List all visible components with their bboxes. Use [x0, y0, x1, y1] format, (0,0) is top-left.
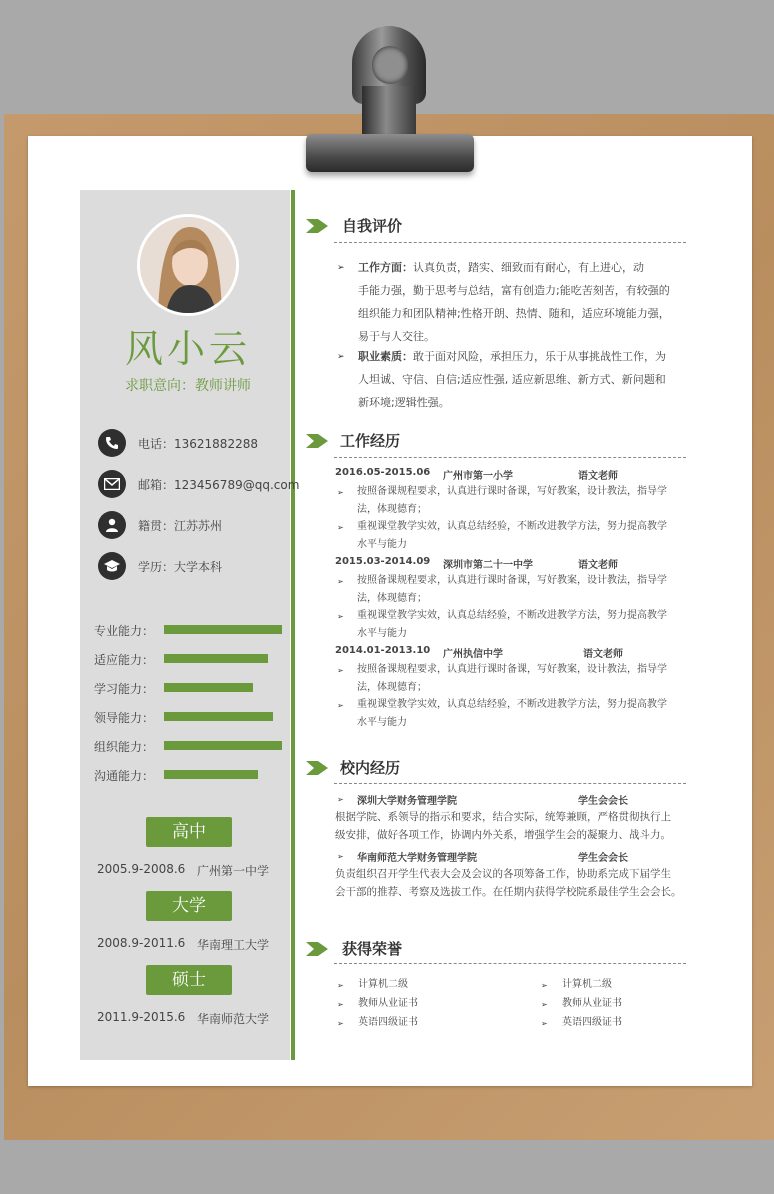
bullet-icon: ➢: [337, 352, 345, 362]
job-item-line: 按照备课规程要求，认真进行课时备课，写好教案，设计教法，指导学: [357, 664, 667, 675]
bullet-icon: ➢: [337, 666, 344, 675]
edu-badge-highschool: 高中: [146, 817, 232, 847]
binder-clip: [306, 134, 474, 172]
edu-period: 2011.9-2015.6: [97, 1010, 186, 1024]
campus-line: 级安排，做好各项工作，协调内外关系，增强学生会的凝聚力、战斗力。: [335, 829, 671, 841]
honor-item: 计算机二级: [562, 979, 612, 990]
job-org: 广州市第一小学: [443, 471, 513, 482]
bullet-icon: ➢: [337, 488, 344, 497]
contact-hometown: [98, 511, 222, 539]
job-item: [357, 696, 667, 732]
job-role: 语文老师: [578, 471, 618, 482]
bullet-icon: ➢: [337, 852, 344, 861]
edu-line: [97, 936, 270, 952]
degree-text: 学历：大学本科: [138, 559, 223, 574]
job-period: 2016.05-2015.06: [335, 467, 431, 478]
campus-role: 学生会会长: [578, 853, 628, 864]
skill-label: 学习能力：: [94, 682, 155, 696]
job-item-line: 重视课堂教学实效，认真总结经验，不断改进教学方法，努力提高教学: [357, 699, 667, 710]
self-eval-item: [358, 256, 688, 348]
campus-org: 深圳大学财务管理学院: [357, 796, 457, 807]
edu-line: [97, 862, 270, 878]
section-rule: [334, 457, 686, 458]
section-rule: [334, 783, 686, 784]
self-eval-item: [358, 345, 688, 414]
self-eval-label: 职业素质：: [358, 350, 413, 363]
skill-bar: [164, 712, 273, 721]
job-item-line: 法，体现德育；: [357, 682, 427, 693]
skill-label: 沟通能力：: [94, 769, 155, 783]
honor-item: 英语四级证书: [358, 1017, 418, 1028]
skill-bar: [164, 770, 258, 779]
job-item-line: 按照备课规程要求，认真进行课时备课，写好教案，设计教法，指导学: [357, 486, 667, 497]
mail-icon: [98, 470, 126, 498]
job-item: [357, 661, 667, 697]
edu-school: 华南理工大学: [197, 938, 270, 952]
bullet-icon: ➢: [337, 263, 345, 273]
edu-line: [97, 1010, 270, 1026]
job-intent: 求职意向：教师讲师: [125, 378, 251, 394]
honor-item: 教师从业证书: [562, 998, 622, 1009]
contact-phone: [98, 429, 258, 457]
campus-desc: [335, 865, 682, 901]
bullet-icon: ➢: [337, 1019, 344, 1028]
section-rule: [334, 242, 686, 243]
email-text: 邮箱：123456789@qq.com: [138, 477, 300, 492]
campus-org: 华南师范大学财务管理学院: [357, 853, 477, 864]
person-icon: [98, 511, 126, 539]
contact-email: [98, 470, 299, 498]
edu-badge-master: 硕士: [146, 965, 232, 995]
section-arrow-icon: [306, 761, 328, 775]
campus-line: 根据学院、系领导的指示和要求，结合实际，统筹兼顾，严格贯彻执行上: [335, 811, 671, 823]
job-item-line: 水平与能力: [357, 717, 407, 728]
phone-icon: [98, 429, 126, 457]
bullet-icon: ➢: [541, 981, 548, 990]
skill-label: 领导能力：: [94, 711, 155, 725]
skill-bar: [164, 625, 282, 634]
honor-item: 教师从业证书: [358, 998, 418, 1009]
job-item: [357, 572, 667, 608]
self-eval-line: 敢于面对风险，承担压力，乐于从事挑战性工作，为: [413, 350, 666, 363]
contact-degree: [98, 552, 222, 580]
self-eval-line: 手能力强，勤于思考与总结，富有创造力;能吃苦刻苦，有较强的: [358, 284, 670, 297]
job-item-line: 法，体现德育；: [357, 504, 427, 515]
edu-badge-university: 大学: [146, 891, 232, 921]
bullet-icon: ➢: [337, 981, 344, 990]
section-title: 获得荣誉: [342, 940, 403, 958]
section-campus: [306, 757, 400, 778]
graduation-cap-icon: [98, 552, 126, 580]
bullet-icon: ➢: [541, 1000, 548, 1009]
honor-item: 英语四级证书: [562, 1017, 622, 1028]
honor-item: 计算机二级: [358, 979, 408, 990]
skill-bar: [164, 683, 253, 692]
self-eval-label: 工作方面：: [358, 261, 413, 274]
job-period: 2015.03-2014.09: [335, 556, 431, 567]
skill-bar: [164, 741, 282, 750]
skill-label: 专业能力：: [94, 624, 155, 638]
edu-school: 广州第一中学: [197, 864, 270, 878]
job-item-line: 重视课堂教学实效，认真总结经验，不断改进教学方法，努力提高教学: [357, 610, 667, 621]
job-org: 深圳市第二十一中学: [443, 560, 533, 571]
skill-bar: [164, 654, 268, 663]
phone-text: 电话：13621882288: [138, 436, 258, 451]
campus-line: 会干部的推荐、考察及选拔工作。在任期内获得学校院系最佳学生会会长。: [335, 886, 682, 898]
edu-period: 2008.9-2011.6: [97, 936, 186, 950]
job-role: 语文老师: [583, 649, 623, 660]
edu-period: 2005.9-2008.6: [97, 862, 186, 876]
section-title: 校内经历: [340, 759, 401, 777]
self-eval-line: 易于与人交往。: [358, 330, 435, 343]
job-item-line: 法，体现德育；: [357, 593, 427, 604]
edu-school: 华南师范大学: [197, 1012, 270, 1026]
job-item: [357, 607, 667, 643]
job-item-line: 水平与能力: [357, 628, 407, 639]
bullet-icon: ➢: [337, 795, 344, 804]
campus-line: 负责组织召开学生代表大会及会议的各项筹备工作，协助系完成下届学生: [335, 868, 671, 880]
avatar: [137, 214, 239, 316]
skill-label: 组织能力：: [94, 740, 155, 754]
section-title: 自我评价: [342, 217, 403, 235]
bullet-icon: ➢: [337, 1000, 344, 1009]
job-period: 2014.01-2013.10: [335, 645, 431, 656]
self-eval-line: 组织能力和团队精神;性格开朗、热情、随和，适应环境能力强，: [358, 307, 670, 320]
bullet-icon: ➢: [337, 577, 344, 586]
section-arrow-icon: [306, 219, 328, 233]
section-title: 工作经历: [340, 432, 401, 450]
section-rule: [334, 963, 686, 964]
self-eval-line: 人坦诚、守信、自信;适应性强, 适应新思维、新方式、新问题和: [358, 373, 666, 386]
campus-desc: [335, 808, 671, 844]
section-honors: [306, 938, 402, 959]
section-self-eval: [306, 215, 402, 236]
job-item-line: 重视课堂教学实效，认真总结经验，不断改进教学方法，努力提高教学: [357, 521, 667, 532]
bullet-icon: ➢: [337, 523, 344, 532]
job-item: [357, 483, 667, 519]
job-item: [357, 518, 667, 554]
job-item-line: 水平与能力: [357, 539, 407, 550]
candidate-name: 风小云: [124, 327, 251, 371]
job-item-line: 按照备课规程要求，认真进行课时备课，写好教案，设计教法，指导学: [357, 575, 667, 586]
skill-label: 适应能力：: [94, 653, 155, 667]
bullet-icon: ➢: [337, 612, 344, 621]
self-eval-line: 新环境;逻辑性强。: [358, 396, 450, 409]
section-work: [306, 430, 400, 451]
bullet-icon: ➢: [541, 1019, 548, 1028]
hometown-text: 籍贯：江苏苏州: [138, 518, 223, 533]
section-arrow-icon: [306, 942, 328, 956]
bullet-icon: ➢: [337, 701, 344, 710]
job-role: 语文老师: [578, 560, 618, 571]
self-eval-line: 认真负责，踏实、细致而有耐心，有上进心，动: [413, 261, 644, 274]
job-org: 广州执信中学: [443, 649, 503, 660]
section-arrow-icon: [306, 434, 328, 448]
clip-ring-hole: [372, 46, 408, 84]
campus-role: 学生会会长: [578, 796, 628, 807]
avatar-portrait: [140, 217, 236, 313]
